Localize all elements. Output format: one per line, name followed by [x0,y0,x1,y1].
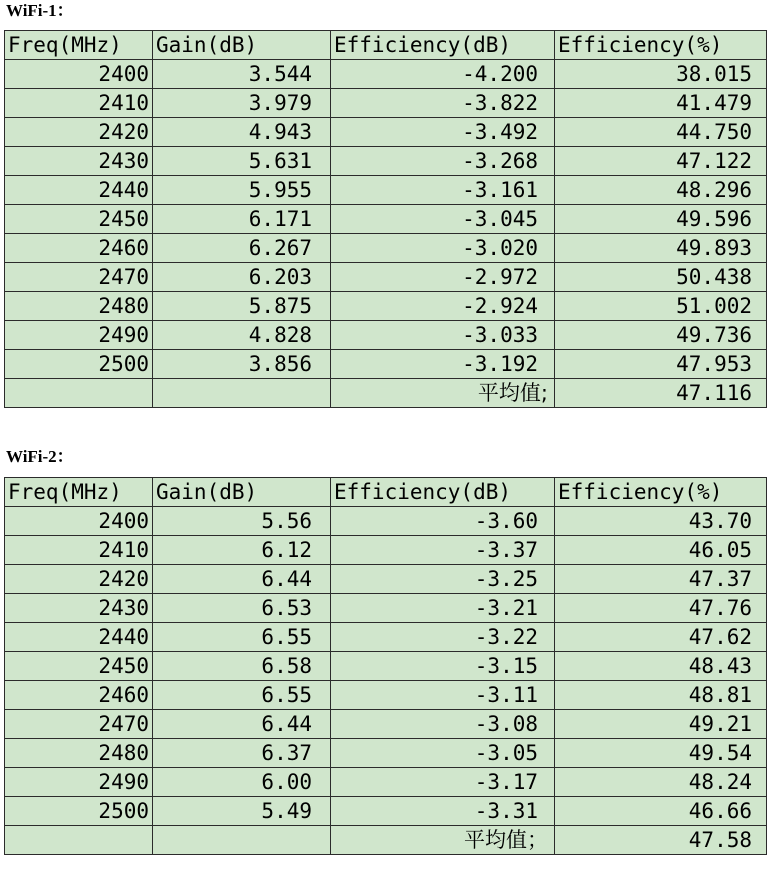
table-row [5,176,767,205]
efficiency-db-cell: -3.25 [331,565,555,594]
table-row [5,292,767,321]
efficiency-percent-cell: 49.21 [555,710,767,739]
gain-cell: 6.44 [153,565,331,594]
freq-cell: 2430 [5,147,153,176]
freq-cell: 2440 [5,176,153,205]
table-row [5,623,767,652]
efficiency-percent-cell: 38.015 [555,60,767,89]
gain-cell: 5.49 [153,797,331,826]
average-value: 47.116 [555,379,767,408]
table-row [5,768,767,797]
efficiency-percent-cell: 48.43 [555,652,767,681]
efficiency-percent-cell: 48.296 [555,176,767,205]
table-row [5,536,767,565]
freq-cell: 2480 [5,739,153,768]
gain-cell: 4.828 [153,321,331,350]
freq-cell: 2460 [5,681,153,710]
efficiency-percent-cell: 47.37 [555,565,767,594]
freq-cell: 2470 [5,263,153,292]
header-efficiency-percent: Efficiency(%) [555,478,767,507]
wifi2-table [4,477,767,855]
freq-cell: 2410 [5,89,153,118]
header-efficiency-db: Efficiency(dB) [331,478,555,507]
efficiency-percent-cell: 47.953 [555,350,767,379]
freq-cell: 2460 [5,234,153,263]
freq-cell: 2400 [5,60,153,89]
table-row [5,234,767,263]
efficiency-db-cell: -4.200 [331,60,555,89]
freq-cell: 2420 [5,565,153,594]
efficiency-db-cell: -3.17 [331,768,555,797]
table-row [5,565,767,594]
table-row [5,89,767,118]
average-label: 平均值; [331,379,555,408]
efficiency-percent-cell: 47.62 [555,623,767,652]
average-empty-cell [5,826,153,855]
efficiency-percent-cell: 41.479 [555,89,767,118]
efficiency-percent-cell: 44.750 [555,118,767,147]
efficiency-db-cell: -3.192 [331,350,555,379]
gain-cell: 4.943 [153,118,331,147]
efficiency-percent-cell: 49.54 [555,739,767,768]
average-label: 平均值； [331,826,555,855]
gain-cell: 3.856 [153,350,331,379]
gain-cell: 5.631 [153,147,331,176]
table-header-row [5,31,767,60]
efficiency-db-cell: -3.05 [331,739,555,768]
efficiency-db-cell: -3.045 [331,205,555,234]
efficiency-db-cell: -3.11 [331,681,555,710]
wifi1-table [4,30,767,408]
efficiency-db-cell: -2.924 [331,292,555,321]
gain-cell: 5.955 [153,176,331,205]
gain-cell: 6.55 [153,681,331,710]
efficiency-percent-cell: 48.81 [555,681,767,710]
efficiency-db-cell: -3.492 [331,118,555,147]
freq-cell: 2480 [5,292,153,321]
table-row [5,739,767,768]
efficiency-percent-cell: 49.596 [555,205,767,234]
table-row [5,321,767,350]
efficiency-percent-cell: 46.66 [555,797,767,826]
table-row [5,118,767,147]
freq-cell: 2490 [5,321,153,350]
efficiency-db-cell: -3.21 [331,594,555,623]
efficiency-db-cell: -3.268 [331,147,555,176]
efficiency-db-cell: -3.31 [331,797,555,826]
efficiency-db-cell: -3.033 [331,321,555,350]
freq-cell: 2450 [5,205,153,234]
gain-cell: 6.203 [153,263,331,292]
freq-cell: 2470 [5,710,153,739]
freq-cell: 2500 [5,797,153,826]
header-gain: Gain(dB) [153,478,331,507]
efficiency-db-cell: -3.822 [331,89,555,118]
gain-cell: 6.58 [153,652,331,681]
header-gain: Gain(dB) [153,31,331,60]
table-row [5,205,767,234]
freq-cell: 2410 [5,536,153,565]
gain-cell: 6.267 [153,234,331,263]
average-row [5,826,767,855]
efficiency-percent-cell: 51.002 [555,292,767,321]
efficiency-db-cell: -2.972 [331,263,555,292]
table-header-row [5,478,767,507]
table-row [5,60,767,89]
efficiency-percent-cell: 50.438 [555,263,767,292]
average-empty-cell [153,826,331,855]
table-row [5,594,767,623]
table-row [5,797,767,826]
efficiency-percent-cell: 48.24 [555,768,767,797]
header-efficiency-db: Efficiency(dB) [331,31,555,60]
efficiency-db-cell: -3.161 [331,176,555,205]
table-row [5,350,767,379]
freq-cell: 2490 [5,768,153,797]
freq-cell: 2420 [5,118,153,147]
efficiency-db-cell: -3.15 [331,652,555,681]
efficiency-percent-cell: 49.736 [555,321,767,350]
gain-cell: 6.44 [153,710,331,739]
table-row [5,147,767,176]
table-row [5,263,767,292]
table-row [5,652,767,681]
average-empty-cell [153,379,331,408]
efficiency-db-cell: -3.08 [331,710,555,739]
freq-cell: 2440 [5,623,153,652]
gain-cell: 6.37 [153,739,331,768]
header-freq: Freq(MHz) [5,478,153,507]
freq-cell: 2500 [5,350,153,379]
freq-cell: 2450 [5,652,153,681]
efficiency-db-cell: -3.020 [331,234,555,263]
efficiency-percent-cell: 47.122 [555,147,767,176]
table-row [5,507,767,536]
gain-cell: 6.00 [153,768,331,797]
header-freq: Freq(MHz) [5,31,153,60]
efficiency-percent-cell: 47.76 [555,594,767,623]
average-row [5,379,767,408]
efficiency-percent-cell: 43.70 [555,507,767,536]
efficiency-db-cell: -3.60 [331,507,555,536]
gain-cell: 6.55 [153,623,331,652]
efficiency-db-cell: -3.37 [331,536,555,565]
gain-cell: 6.12 [153,536,331,565]
gain-cell: 6.171 [153,205,331,234]
wifi1-section-label: WiFi-1： [6,1,74,20]
efficiency-db-cell: -3.22 [331,623,555,652]
wifi2-section-label: WiFi-2： [6,447,74,466]
gain-cell: 3.979 [153,89,331,118]
gain-cell: 3.544 [153,60,331,89]
gain-cell: 5.56 [153,507,331,536]
table-row [5,710,767,739]
average-value: 47.58 [555,826,767,855]
header-efficiency-percent: Efficiency(%) [555,31,767,60]
freq-cell: 2430 [5,594,153,623]
average-empty-cell [5,379,153,408]
gain-cell: 5.875 [153,292,331,321]
efficiency-percent-cell: 49.893 [555,234,767,263]
freq-cell: 2400 [5,507,153,536]
efficiency-percent-cell: 46.05 [555,536,767,565]
table-row [5,681,767,710]
gain-cell: 6.53 [153,594,331,623]
